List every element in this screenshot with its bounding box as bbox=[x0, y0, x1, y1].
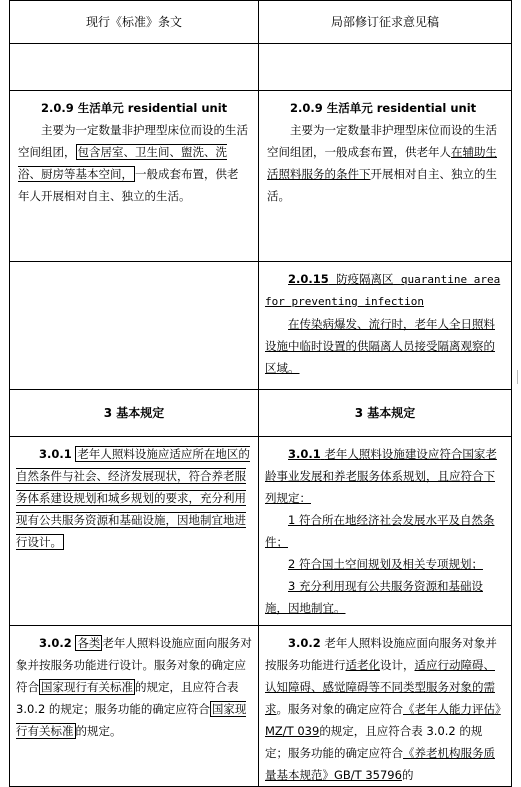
list-item: 2 符合国土空间规划及相关专项规划； bbox=[288, 557, 483, 571]
cell-3-0-1-current bbox=[10, 437, 259, 626]
cell-2-0-9-current bbox=[10, 91, 259, 262]
empty-cell-right bbox=[259, 44, 512, 91]
list-item: 1 符合所在地经济社会发展水平及自然条件； bbox=[265, 513, 495, 549]
cell-2-0-15-current-empty bbox=[10, 262, 259, 390]
list-item: 3 充分利用现有公共服务资源和基础设施，因地制宜。 bbox=[265, 579, 483, 615]
cell-3-0-2-current bbox=[10, 626, 259, 787]
clause-text: 主要为一定数量非护理型床位而设的生活空间组团，一般成套布置，供老年人在辅助生活照料服务的条件下开展相对自主、独立的生活。 bbox=[267, 123, 497, 203]
section-heading-revised: 3 基本规定 bbox=[259, 390, 512, 437]
clause-title: 2.0.15 防疫隔离区 quarantine area bbox=[288, 272, 501, 286]
section-heading-current: 3 基本规定 bbox=[10, 390, 259, 437]
cell-2-0-9-revised bbox=[259, 91, 512, 262]
row-2-0-15 bbox=[10, 262, 512, 390]
cell-3-0-1-revised bbox=[259, 437, 512, 626]
empty-cell-left bbox=[10, 44, 259, 91]
boxed-change: 包含居室、卫生间、盥洗、洗浴、厨房等基本空间， bbox=[18, 145, 227, 181]
clause-text: 3.0.1 老年人照料设施建设应符合国家老龄事业发展和养老服务体系规划，且应符合下列规定： bbox=[265, 447, 497, 505]
clause-text: 3.0.2 老年人照料设施应面向服务对象并按服务功能进行适老化设计，适应行动障碍、认知障碍、感觉障碍等不同类型服务对象的需求。服务对象的确定应符合《老年人能力评估》MZ/T 039的规定，且应符合表 3.0.2 的规定；服务功能的确定应符合《养老机构服务质量基本规范》GB/T 35796的 bbox=[265, 636, 501, 782]
header-current-standard: 现行《标准》条文 bbox=[10, 1, 259, 44]
clause-title-cont: for preventing infection bbox=[265, 295, 424, 308]
cell-2-0-15-revised bbox=[259, 262, 512, 390]
boxed-change: 老年人照料设施应适应所在地区的自然条件与社会、经济发展现状，符合养老服务体系建设规划和城乡规划的要求，充分利用现有公共服务资源和基础设施，因地制宜地进行设计。 bbox=[16, 447, 250, 549]
clause-text: 在传染病爆发、流行时，老年人全日照料设施中临时设置的供隔离人员接受隔离观察的区域。 bbox=[265, 317, 495, 375]
header-revision-draft: 局部修订征求意见稿 bbox=[259, 1, 512, 44]
empty-row bbox=[10, 44, 512, 91]
clause-text: 3.0.1 老年人照料设施应适应所在地区的自然条件与社会、经济发展现状，符合养老服务体系建设规划和城乡规划的要求，充分利用现有公共服务资源和基础设施，因地制宜地进行设计。 bbox=[16, 447, 250, 549]
clause-title: 2.0.9 生活单元 residential unit bbox=[290, 101, 477, 115]
page-edge-marker bbox=[517, 370, 521, 384]
cell-3-0-2-revised bbox=[259, 626, 512, 787]
row-2-0-9 bbox=[10, 91, 512, 262]
clause-text: 3.0.2 各类 老年人照料设施应面向服务对象并按服务功能进行设计。服务对象的确定应符合 国家现行有关标准 的规定，且应符合表 3.0.2 的规定；服务功能的确定应符合 国家现行有关标准 的规定。 bbox=[16, 636, 252, 738]
section-heading-row bbox=[10, 390, 512, 437]
underlined-change: 在辅助生活照料服务的条件下 bbox=[267, 145, 497, 181]
clause-title: 2.0.9 生活单元 residential unit bbox=[41, 101, 228, 115]
row-3-0-2 bbox=[10, 626, 512, 787]
table-header-row bbox=[10, 1, 512, 44]
row-3-0-1 bbox=[10, 437, 512, 626]
comparison-table bbox=[9, 0, 512, 787]
clause-text: 主要为一定数量非护理型床位而设的生活空间组团， 包含居室、卫生间、盥洗、洗浴、厨房等基本空间， 一般成套布置，供老年人开展相对自主、独立的生活。 bbox=[18, 123, 248, 203]
